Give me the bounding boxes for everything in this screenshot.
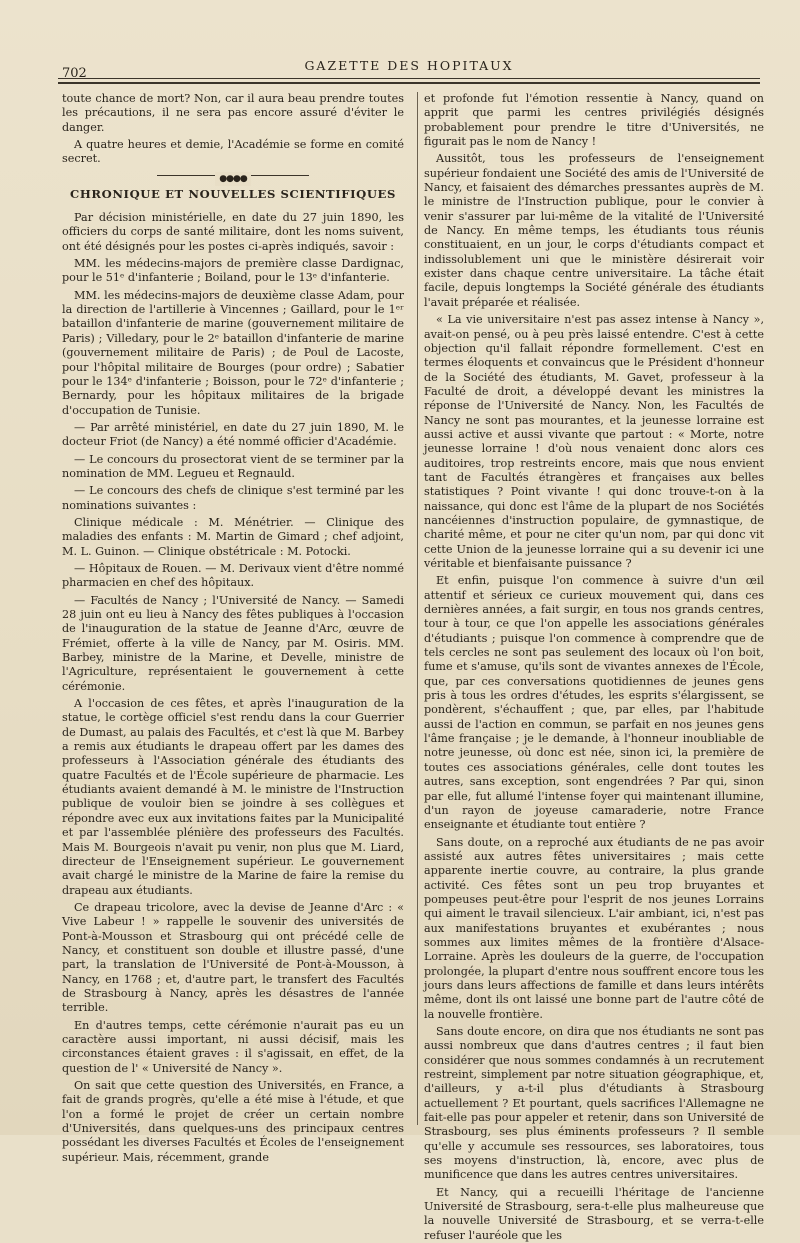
paragraph: On sait que cette question des Universités, en France, a fait de grands progrès, qu'elle a été mise à l'étude, et que l'on a formé le projet de créer un certain nombre d'Universités, dans quelques-uns des principaux centres possédant les diverses Facultés et Écoles de l'enseignement supérieur. Mais, récemment, grande (62, 1079, 404, 1164)
paragraph: Sans doute encore, on dira que nos étudiants ne sont pas aussi nombreux que dans d'autres centres ; il faut bien considérer que nous sommes condamnés à un recrutement restreint, simplement par notre situation géographique, et, d'ailleurs, y a-t-il plus d'étudiants à Strasbourg actuellement ? Et pourtant, quels sacrifices l'Allemagne ne fait-elle pas pour appeler et retenir, dans son Université de Strasbourg, ses plus éminents professeurs ? Il semble qu'elle y accumule ses ressources, ses laboratoires, tous ses moyens d'instruction, là, encore, avec plus de munificence que dans les autres centres universitaires. (424, 1025, 764, 1182)
paragraph: et profonde fut l'émotion ressentie à Nancy, quand on apprit que parmi les centres privilégiés désignés probablement pour prendre le titre d'Universités, ne figurait pas le nom de Nancy ! (424, 92, 764, 149)
section-title: CHRONIQUE ET NOUVELLES SCIENTIFIQUES (70, 186, 396, 201)
paragraph: Et enfin, puisque l'on commence à suivre d'un œil attentif et sérieux ce curieux mouvement qui, dans ces dernières années, a fait surgir, en tous nos grands centres, tour à tour, ce que l'on appelle les associations générales d'étudiants ; puisque l'on commence à comprendre que de tels cercles ne sont pas seulement des locaux où l'on boit, fume et s'amuse, qu'ils sont de vivantes annexes de l'École, que, par ces conversations quotidiennes de jeunes gens pris à tous les ordres d'études, les esprits s'élargissent, se pondèrent, s'échauffent ; que, par elles, par l'habitude aussi de l'action en commun, se parfait en nos jeunes gens l'âme française ; je le demande, à l'honneur inoubliable de notre jeunesse, où donc est née, sinon ici, la première de toutes ces associations générales, celle dont toutes les autres, sans exception, sont engendrées ? Par qui, sinon par elle, fut allumé l'intense foyer qui maintenant illumine, d'un rayon de joyeuse camaraderie, notre France enseignante et étudiante tout entière ? (424, 574, 764, 832)
paragraph: — Par arrêté ministériel, en date du 27 juin 1890, M. le docteur Friot (de Nancy) a été nommé officier d'Académie. (62, 420, 404, 449)
paragraph: — Hôpitaux de Rouen. — M. Derivaux vient d'être nommé pharmacien en chef des hôpitaux. (62, 561, 404, 590)
paragraph: MM. les médecins-majors de deuxième classe Adam, pour la direction de l'artillerie à Vincennes ; Gaillard, pour le 1ᵉʳ bataillon d'infanterie de marine (gouvernement militaire de Paris) ; Villedary, pour le 2ᵉ bataillon d'infanterie de marine (gouvernement militaire de Paris) ; de Poul de Lacoste, pour l'hôpital militaire de Bourges (pour ordre) ; Sabatier pour le 134ᵉ d'infanterie ; Boisson, pour le 72ᵉ d'infanterie ; Bernardy, pour les hôpitaux militaires de la brigade d'occupation de Tunisie. (62, 288, 404, 417)
page-number: 702 (62, 66, 87, 81)
paragraph: MM. les médecins-majors de première classe Dardignac, pour le 51ᵉ d'infanterie ; Boiland, pour le 13ᵉ d'infanterie. (62, 257, 404, 285)
paragraph: Sans doute, on a reproché aux étudiants de ne pas avoir assisté aux autres fêtes universitaires ; mais cette apparente inertie couvre, au contraire, la plus grande activité. Ces fêtes sont un peu trop bruyantes et pompeuses peut-être pour l'esprit de nos jeunes Lorrains qui aiment le travail silencieux. L'air ambiant, ici, n'est pas aux manifestations bruyantes et exubérantes ; nous sommes aux limites mêmes de la frontière d'Alsace-Lorraine. Après les douleurs de la guerre, de l'occupation prolongée, la plupart d'entre nous souffrent encore tous les jours dans leurs affections de famille et dans leurs intérêts même, dont ils ont laissé une bonne part de l'autre côté de la nouvelle frontière. (424, 835, 764, 1021)
left-column (62, 92, 404, 1164)
header-rule (58, 78, 760, 79)
paragraph: A l'occasion de ces fêtes, et après l'inauguration de la statue, le cortège officiel s'est rendu dans la cour Guerrier de Dumast, au palais des Facultés, et c'est là que M. Barbey a remis aux étudiants le drapeau offert par les dames des professeurs à l'Association générale des étudiants des quatre Facultés et de l'École supérieure de pharmacie. Les étudiants avaient demandé à M. le ministre de l'Instruction publique de vouloir bien se joindre à ses collègues et répondre avec eux aux invitations faites par la Municipalité et par l'assemblée plénière des professeurs des Facultés. Mais M. Bourgeois n'avait pu venir, non plus que M. Liard, directeur de l'Enseignement supérieur. Le gouvernement avait chargé le ministre de la Marine de faire la remise du drapeau aux étudiants. (62, 697, 404, 897)
ornament-dots-icon: ●●●● (215, 172, 250, 186)
paragraph: En d'autres temps, cette cérémonie n'aurait pas eu un caractère aussi important, ni aussi décisif, mais les circonstances étaient graves : il s'agissait, en effet, de la question de l' « Université de Nancy ». (62, 1018, 404, 1075)
journal-title: GAZETTE DES HOPITAUX (304, 58, 514, 73)
paragraph: — Le concours du prosectorat vient de se terminer par la nomination de MM. Legueu et Regnauld. (62, 452, 404, 480)
section-ornament (62, 171, 404, 184)
paragraph: Clinique médicale : M. Ménétrier. — Clinique des maladies des enfants : M. Martin de Gimard ; chef adjoint, M. L. Guinon. — Clinique obstétricale : M. Potocki. (62, 515, 404, 558)
paragraph: — Facultés de Nancy ; l'Université de Nancy. — Samedi 28 juin ont eu lieu à Nancy des fêtes publiques à l'occasion de l'inauguration de la statue de Jeanne d'Arc, œuvre de Frémiet, offerte à la ville de Nancy, par M. Osiris. MM. Barbey, ministre de la Marine, et Develle, ministre de l'Agriculture, représentaient le gouvernement à cette cérémonie. (62, 593, 404, 693)
page-header (58, 56, 760, 80)
paragraph: « La vie universitaire n'est pas assez intense à Nancy », avait-on pensé, ou à peu près laissé entendre. C'est à cette objection qu'il fallait répondre formellement. C'est en termes éloquents et convaincus que le Président d'honneur de la Société des étudiants, M. Gavet, professeur à la Faculté de droit, a développé devant les ministres la réponse de l'Université de Nancy. Non, les Facultés de Nancy ne sont pas mourantes, et la jeunesse lorraine est aussi active et aussi vivante que partout : « Morte, notre jeunesse lorraine ! d'où nous venaient donc alors ces auditoires, trop restreints encore, mais que nous envient tant de Facultés étrangères et françaises aux belles statistiques ? Point vivante ! qui donc trouve-t-on à la naissance, qui donc est l'âme de la plupart de nos Sociétés nancéiennes d'instruction populaire, de gymnastique, de charité même, et pour ne citer qu'un nom, par qui donc vit cette Union de la jeunesse lorraine qui a su devenir ici une véritable et bienfaisante puissance ? (424, 313, 764, 570)
column-divider (417, 92, 418, 1125)
paragraph: Et Nancy, qui a recueilli l'héritage de l'ancienne Université de Strasbourg, sera-t-elle plus malheureuse que la nouvelle Université de Strasbourg, et se verra-t-elle refuser l'auréole que les (424, 1185, 764, 1242)
header-rule-thick (58, 82, 760, 84)
paragraph: Par décision ministérielle, en date du 27 juin 1890, les officiers du corps de santé militaire, dont les noms suivent, ont été désignés pour les postes ci-après indiqués, savoir : (62, 211, 404, 253)
paragraph: toute chance de mort? Non, car il aura beau prendre toutes les précautions, il ne sera pas encore assuré d'éviter le danger. (62, 92, 404, 134)
paragraph: A quatre heures et demie, l'Académie se forme en comité secret. (62, 138, 404, 166)
paragraph: Aussitôt, tous les professeurs de l'enseignement supérieur fondaient une Société des amis de l'Université de Nancy, et faisaient des démarches pressantes auprès de M. le ministre de l'Instruction publique, pour le convier à venir s'assurer par lui-même de la vitalité de l'Université de Nancy. En même temps, les étudiants tous réunis constituaient, en un jour, le corps d'étudiants compact et indissolublement uni que le ministère désirerait voir exister dans chaque centre universitaire. La tâche était facile, depuis longtemps la Société générale des étudiants l'avait préparée et réalisée. (424, 152, 764, 309)
paragraph: — Le concours des chefs de clinique s'est terminé par les nominations suivantes : (62, 484, 404, 512)
right-column (424, 92, 764, 1242)
paragraph: Ce drapeau tricolore, avec la devise de Jeanne d'Arc : « Vive Labeur ! » rappelle le souvenir des universités de Pont-à-Mousson et Strasbourg qui ont précédé celle de Nancy, et constituent son double et illustre passé, d'une part, la translation de l'Université de Pont-à-Mousson, à Nancy, en 1768 ; et, d'autre part, le transfert des Facultés de Strasbourg à Nancy, après les désastres de l'année terrible. (62, 900, 404, 1015)
